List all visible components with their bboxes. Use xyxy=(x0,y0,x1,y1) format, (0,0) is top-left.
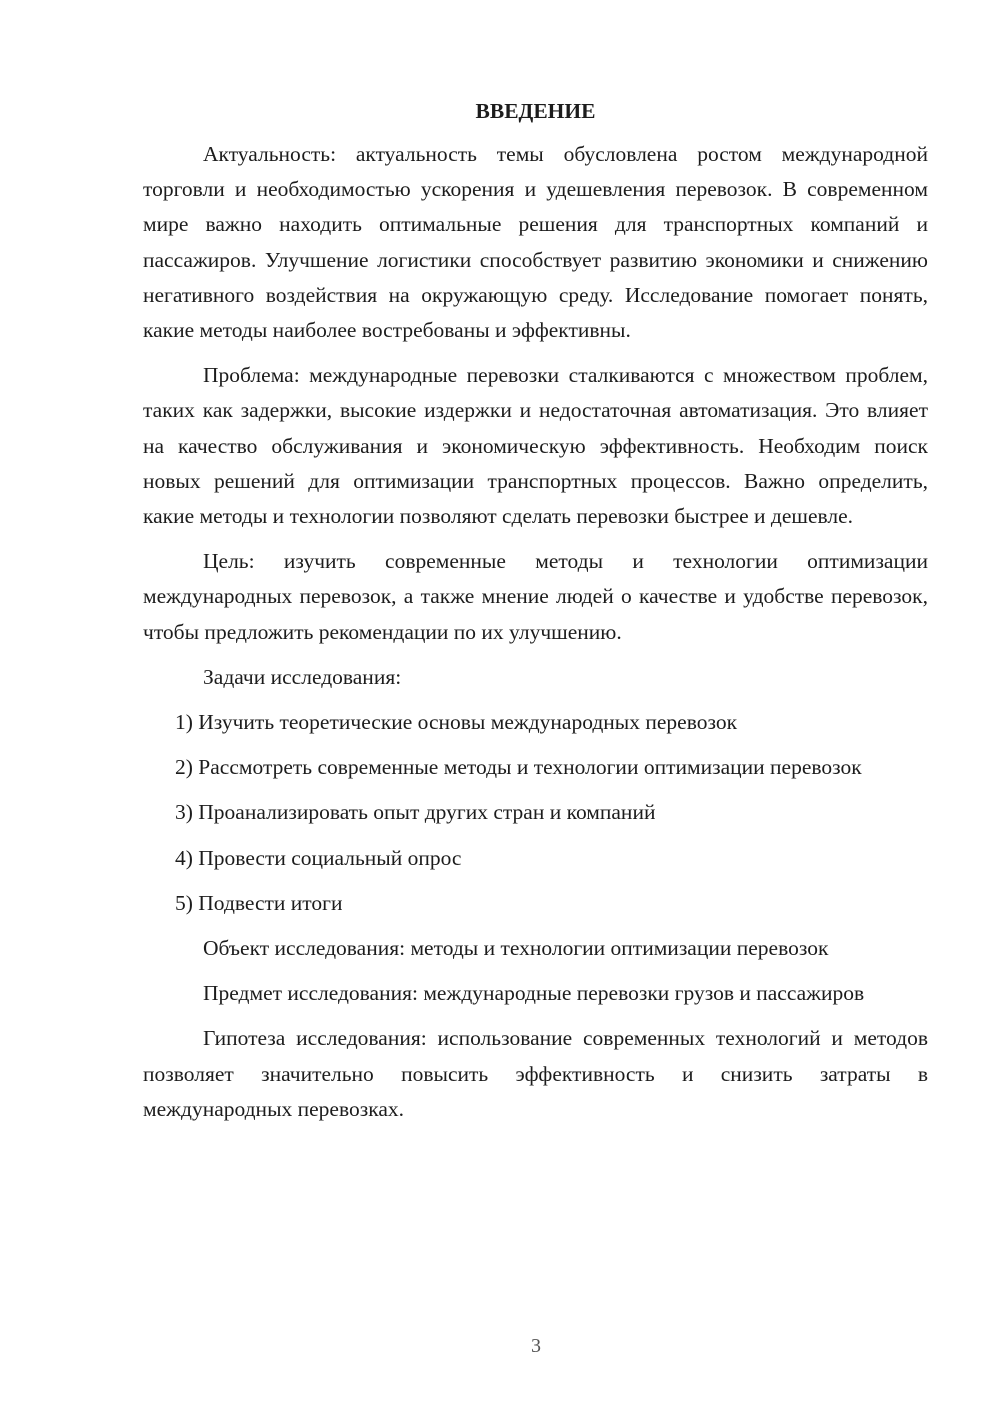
section-title: ВВЕДЕНИЕ xyxy=(475,99,596,123)
page-number: 3 xyxy=(531,1335,541,1357)
task-item-2: 2) Рассмотреть современные методы и технологии оптимизации перевозок xyxy=(175,755,862,780)
paragraph-hypothesis: Гипотеза исследования: использование современных технологий и методов позволяет значительно повысить эффективность и снизить затраты в международных перевозках. xyxy=(143,1026,928,1121)
tasks-heading: Задачи исследования: xyxy=(203,664,402,689)
page-content xyxy=(143,96,928,1137)
paragraph-object: Объект исследования: методы и технологии оптимизации перевозок xyxy=(203,936,829,961)
paragraph-goal: Цель: изучить современные методы и технологии оптимизации международных перевозок, а также мнение людей о качестве и удобстве перевозок, чтобы предложить рекомендации по их улучшению. xyxy=(143,549,928,644)
task-item-5: 5) Подвести итоги xyxy=(175,890,343,915)
paragraph-problem: Проблема: международные перевозки сталкиваются с множеством проблем, таких как задержки, высокие издержки и недостаточная автоматизация. Это влияет на качество обслуживания и экономическую эффективность. Необходим поиск новых решений для оптимизации транспортных процессов. Важно определить, какие методы и технологии позволяют сделать перевозки быстрее и дешевле. xyxy=(143,363,928,529)
task-item-1: 1) Изучить теоретические основы международных перевозок xyxy=(175,710,738,735)
paragraph-relevance: Актуальность: актуальность темы обусловлена ростом международной торговли и необходимостью ускорения и удешевления перевозок. В современном мире важно находить оптимальные решения для транспортных компаний и пассажиров. Улучшение логистики способствует развитию экономики и снижению негативного воздействия на окружающую среду. Исследование помогает понять, какие методы наиболее востребованы и эффективны. xyxy=(143,142,928,343)
task-item-4: 4) Провести социальный опрос xyxy=(175,845,462,870)
task-item-3: 3) Проанализировать опыт других стран и компаний xyxy=(175,800,656,825)
paragraph-subject: Предмет исследования: международные перевозки грузов и пассажиров xyxy=(203,981,865,1006)
